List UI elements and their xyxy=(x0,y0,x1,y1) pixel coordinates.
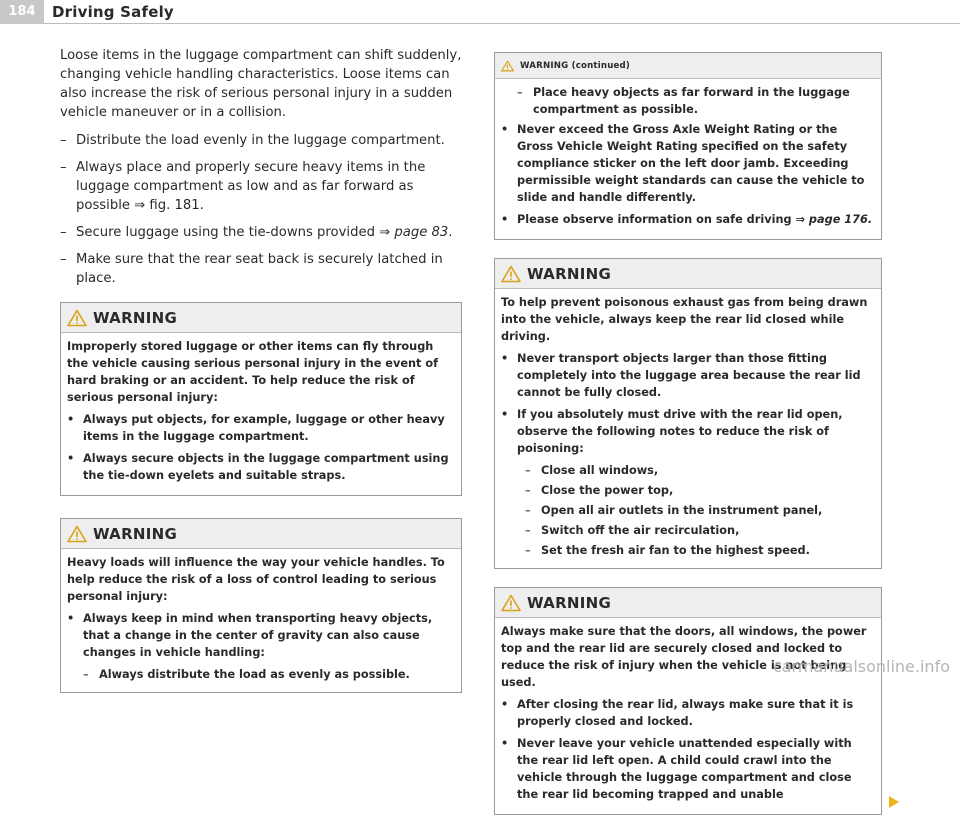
bullet-item: • Always secure objects in the luggage compartment using the tie-down eyelets and suitable straps. xyxy=(67,450,453,484)
warning-body xyxy=(61,333,461,495)
warning-header xyxy=(495,588,881,618)
warning-body xyxy=(495,79,881,239)
continue-arrow-icon[interactable] xyxy=(889,796,899,808)
warning-triangle-icon xyxy=(67,525,87,543)
warning-title: WARNING xyxy=(527,593,612,612)
warning-body xyxy=(495,618,881,814)
warning-title: WARNING xyxy=(527,264,612,283)
warning-body xyxy=(495,289,881,568)
section-title: Driving Safely xyxy=(52,3,174,21)
warning-header xyxy=(495,259,881,289)
bullet-item: • After closing the rear lid, always make sure that it is properly closed and locked. xyxy=(501,696,873,730)
header-rule xyxy=(44,23,960,24)
page-link[interactable]: ⇒ page 176. xyxy=(795,213,873,226)
warning-box-luggage xyxy=(60,302,462,496)
warning-body xyxy=(61,549,461,692)
warning-lead: Always make sure that the doors, all windows, the power top and the rear lid are securely closed and locked to reduce the risk of injury when the vehicle is not being used. xyxy=(501,625,867,689)
bullet-item: • If you absolutely must drive with the rear lid open, observe the following notes to reduce the risk of poisoning: xyxy=(501,406,873,457)
sub-item: – Always distribute the load as evenly as possible. xyxy=(67,666,453,683)
warning-triangle-icon xyxy=(501,265,521,283)
sub-item: – Switch off the air recirculation, xyxy=(501,522,873,539)
warning-triangle-icon xyxy=(501,60,514,72)
warning-header xyxy=(61,303,461,333)
page-link[interactable]: ⇒ page 83 xyxy=(379,225,449,240)
left-column xyxy=(60,46,462,693)
warning-box-continued xyxy=(494,52,882,240)
warning-header xyxy=(61,519,461,549)
sub-item: – Place heavy objects as far forward in the luggage compartment as possible. xyxy=(501,84,873,118)
warning-title: WARNING (continued) xyxy=(520,60,631,71)
bullet-item: • Never exceed the Gross Axle Weight Rating or the Gross Vehicle Weight Rating specified on the safety compliance sticker on the left door jamb. Exceeding permissible weight standards can cause the vehicle to slide and handle differently. xyxy=(501,121,873,206)
bullet-item: • Never leave your vehicle unattended especially with the rear lid left open. A child could crawl into the vehicle through the luggage compartment and close the rear lid becoming trapped and unable xyxy=(501,735,873,803)
page-number: 184 xyxy=(0,0,44,24)
dash-list xyxy=(60,131,462,288)
list-item: – Distribute the load evenly in the luggage compartment. xyxy=(60,131,462,150)
warning-lead: Improperly stored luggage or other items can fly through the vehicle causing serious personal injury in the event of hard braking or an accident. To help reduce the risk of serious personal injury: xyxy=(67,340,439,404)
sub-item: – Close the power top, xyxy=(501,482,873,499)
warning-title: WARNING xyxy=(93,308,178,327)
bullet-item: • Please observe information on safe driving ⇒ page 176. xyxy=(501,211,873,228)
warning-box-doors xyxy=(494,587,882,815)
sub-item: – Set the fresh air fan to the highest speed. xyxy=(501,542,873,559)
bullet-item: • Always keep in mind when transporting heavy objects, that a change in the center of gravity can also cause changes in vehicle handling: xyxy=(67,610,453,661)
warning-lead: To help prevent poisonous exhaust gas from being drawn into the vehicle, always keep the rear lid closed while driving. xyxy=(501,296,868,343)
warning-lead: Heavy loads will influence the way your vehicle handles. To help reduce the risk of a loss of control leading to serious personal injury: xyxy=(67,556,445,603)
bullet-item: • Never transport objects larger than those fitting completely into the luggage area because the rear lid cannot be fully closed. xyxy=(501,350,873,401)
watermark: carmanualsonline.info xyxy=(772,657,950,676)
list-item: – Always place and properly secure heavy items in the luggage compartment as low and as far forward as possible ⇒ fig. 181. xyxy=(60,158,462,215)
list-item: – Secure luggage using the tie-downs provided ⇒ page 83. xyxy=(60,223,462,242)
list-item: – Make sure that the rear seat back is securely latched in place. xyxy=(60,250,462,288)
sub-item: – Close all windows, xyxy=(501,462,873,479)
warning-box-exhaust xyxy=(494,258,882,569)
warning-title: WARNING xyxy=(93,524,178,543)
warning-triangle-icon xyxy=(67,309,87,327)
sub-item: – Open all air outlets in the instrument panel, xyxy=(501,502,873,519)
bullet-item: • Always put objects, for example, luggage or other heavy items in the luggage compartment. xyxy=(67,411,453,445)
warning-header xyxy=(495,53,881,79)
warning-triangle-icon xyxy=(501,594,521,612)
intro-paragraph: Loose items in the luggage compartment can shift suddenly, changing vehicle handling characteristics. Loose items can also increase the risk of serious personal injury in a sudden vehicle maneuver or in a collision. xyxy=(60,48,462,120)
warning-box-heavy-loads xyxy=(60,518,462,693)
page-header xyxy=(0,0,960,28)
right-column xyxy=(494,52,882,815)
